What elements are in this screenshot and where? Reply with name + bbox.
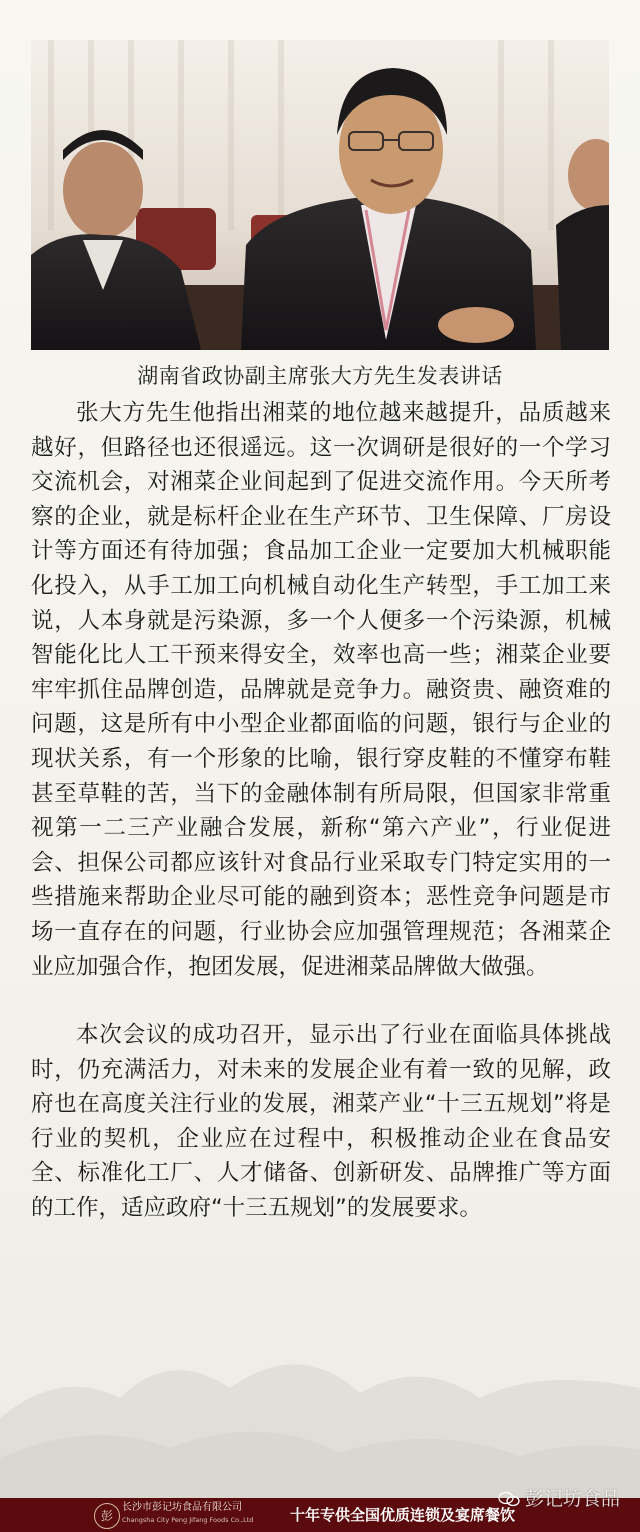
- photo-caption: 湖南省政协副主席张大方先生发表讲话: [137, 364, 503, 388]
- company-name-cn: 长沙市彭记坊食品有限公司: [122, 1502, 242, 1513]
- company-name-en: Changsha City Peng Jifang Foods Co.,Ltd: [122, 1516, 254, 1524]
- wechat-watermark: [498, 1484, 620, 1511]
- speaker-photo-illustration: [31, 40, 609, 350]
- footer-banner: [0, 1488, 640, 1532]
- watermark-text: 彭记坊食品: [524, 1488, 620, 1510]
- footer-slogan: 十年专供全国优质连锁及宴席餐饮: [290, 1506, 516, 1524]
- wechat-icon: [498, 1491, 520, 1507]
- article-paragraph-2: 本次会议的成功召开，显示出了行业在面临具体挑战时，仍充满活力，对未来的发展企业有着一致的见解，政府也在高度关注行业的发展，湘菜产业“十三五规划”将是行业的契机，企业应在过程中，积极推动企业在食品安全、标准化工厂、人才储备、创新研发、品牌推广等方面的工作，适应政府“十三五规划”的发展要求。: [31, 1022, 611, 1222]
- article-body: [31, 396, 611, 1226]
- speaker-photo: [31, 40, 609, 350]
- company-logo: 彭: [94, 1503, 120, 1529]
- article-paragraph-1: 张大方先生他指出湘菜的地位越来越提升，品质越来越好，但路径也还很遥远。这一次调研是很好的一个学习交流机会，对湘菜企业间起到了促进交流作用。今天所考察的企业，就是标杆企业在生产环节、卫生保障、厂房设计等方面还有待加强；食品加工企业一定要加大机械职能化投入，从手工加工向机械自动化生产转型，手工加工来说，人本身就是污染源，多一个人便多一个污染源，机械智能化比人工干预来得安全，效率也高一些；湘菜企业要牢牢抓住品牌创造，品牌就是竞争力。融资贵、融资难的问题，这是所有中小型企业都面临的问题，银行与企业的现状关系，有一个形象的比喻，银行穿皮鞋的不懂穿布鞋甚至草鞋的苦，当下的金融体制有所局限，但国家非常重视第一二三产业融合发展，新称“第六产业”，行业促进会、担保公司都应该针对食品行业采取专门特定实用的一些措施来帮助企业尽可能的融到资本；恶性竞争问题是市场一直存在的问题，行业协会应加强管理规范；各湘菜企业应加强合作，抱团发展，促进湘菜品牌做大做强。: [31, 400, 611, 980]
- ink-mountain-decoration: [0, 1218, 640, 1498]
